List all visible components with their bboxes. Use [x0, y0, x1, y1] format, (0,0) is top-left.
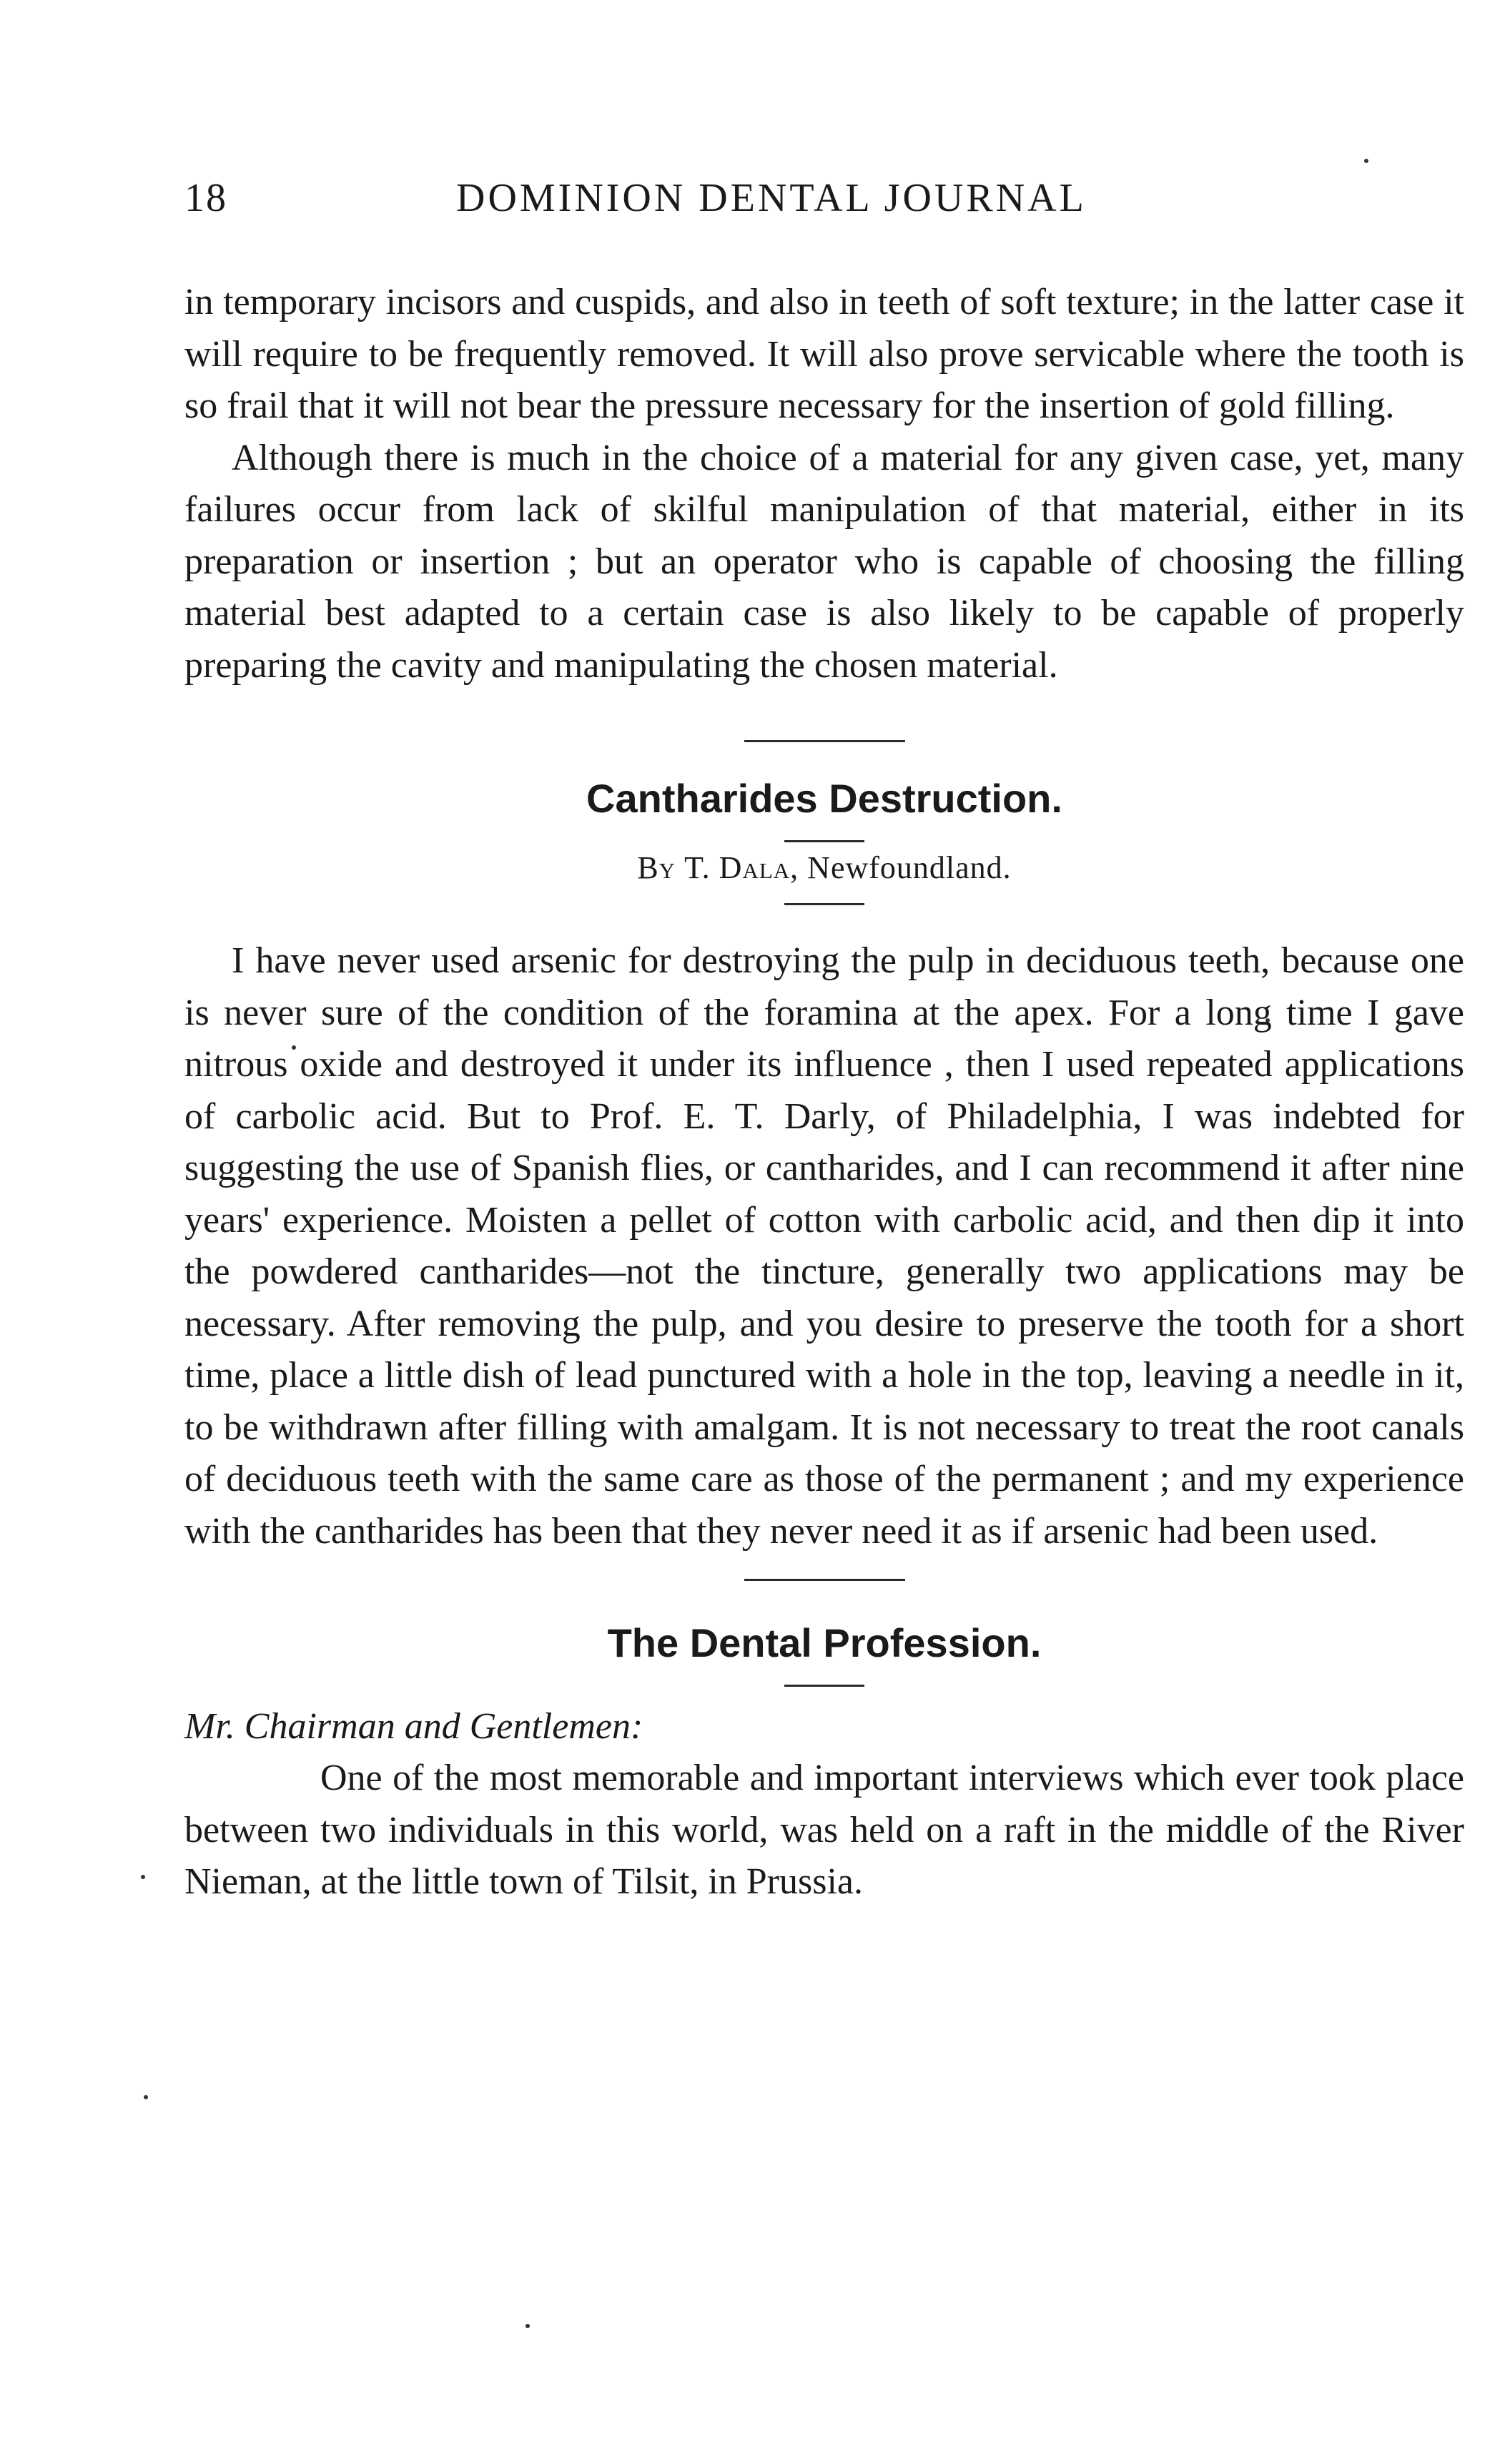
byline: [184, 849, 1464, 886]
print-speck: [144, 2095, 148, 2099]
intro-section: [184, 277, 1464, 691]
section-divider: [744, 740, 905, 742]
intro-paragraph: in temporary incisors and cuspids, and also in teeth of soft texture; in the latter case it will require to be frequently removed. It will also prove servicable where the tooth is so frail that it will not bear the pressure necessary for the insertion of gold filling.: [184, 282, 1464, 426]
page-header: [184, 175, 1464, 232]
byline-author: T. Dala,: [684, 850, 799, 885]
title-rule: [784, 1685, 864, 1687]
byline-place: Newfoundland.: [807, 850, 1012, 885]
running-title: DOMINION DENTAL JOURNAL: [456, 176, 1087, 220]
article-title: The Dental Profession.: [607, 1620, 1042, 1665]
intro-paragraph: Although there is much in the choice of a material for any given case, yet, many failures occur from lack of skilful manipulation of that material, either in its preparation or insertion ; but an operator who is capable of choosing the filling material best adapted to a certain case is also likely to be capable of properly preparing the cavity and manipulating the chosen material.: [184, 437, 1464, 686]
salutation: Mr. Chairman and Gentlemen:: [184, 1706, 643, 1747]
section-divider: [744, 1579, 905, 1581]
journal-page: [184, 175, 1464, 1908]
byline-rule: [784, 903, 864, 905]
article-cantharides: [184, 775, 1464, 1557]
print-speck: [525, 2324, 530, 2328]
article-paragraph: One of the most memorable and important interviews which ever took place between two individuals in this world, was held on a raft in the middle of the River Nieman, at the little town of Tilsit, in Prussia.: [184, 1758, 1464, 1902]
article-dental-profession: [184, 1620, 1464, 1908]
article-title: Cantharides Destruction.: [586, 776, 1062, 821]
byline-prefix: By: [637, 850, 676, 885]
print-speck: [1364, 159, 1368, 163]
print-speck: [141, 1875, 145, 1879]
page-number: 18: [184, 176, 227, 220]
article-paragraph: I have never used arsenic for destroying the pulp in deciduous teeth, because one is never sure of the condition of the foramina at the apex. For a long time I gave nitrous oxide and destroyed it under its influence , then I used repeated applications of carbolic acid. But to Prof. E. T. Darly, of Philadelphia, I was indebted for suggesting the use of Spanish flies, or cantharides, and I can recommend it after nine years' experience. Moisten a pellet of cotton with carbolic acid, and then dip it into the powdered cantharides—not the tincture, generally two applications may be necessary. After removing the pulp, and you desire to preserve the tooth for a short time, place a little dish of lead punctured with a hole in the top, leaving a needle in it, to be withdrawn after filling with amalgam. It is not necessary to treat the root canals of deciduous teeth with the same care as those of the permanent ; and my experience with the cantharides has been that they never need it as if arsenic had been used.: [184, 940, 1464, 1552]
title-rule: [784, 840, 864, 842]
